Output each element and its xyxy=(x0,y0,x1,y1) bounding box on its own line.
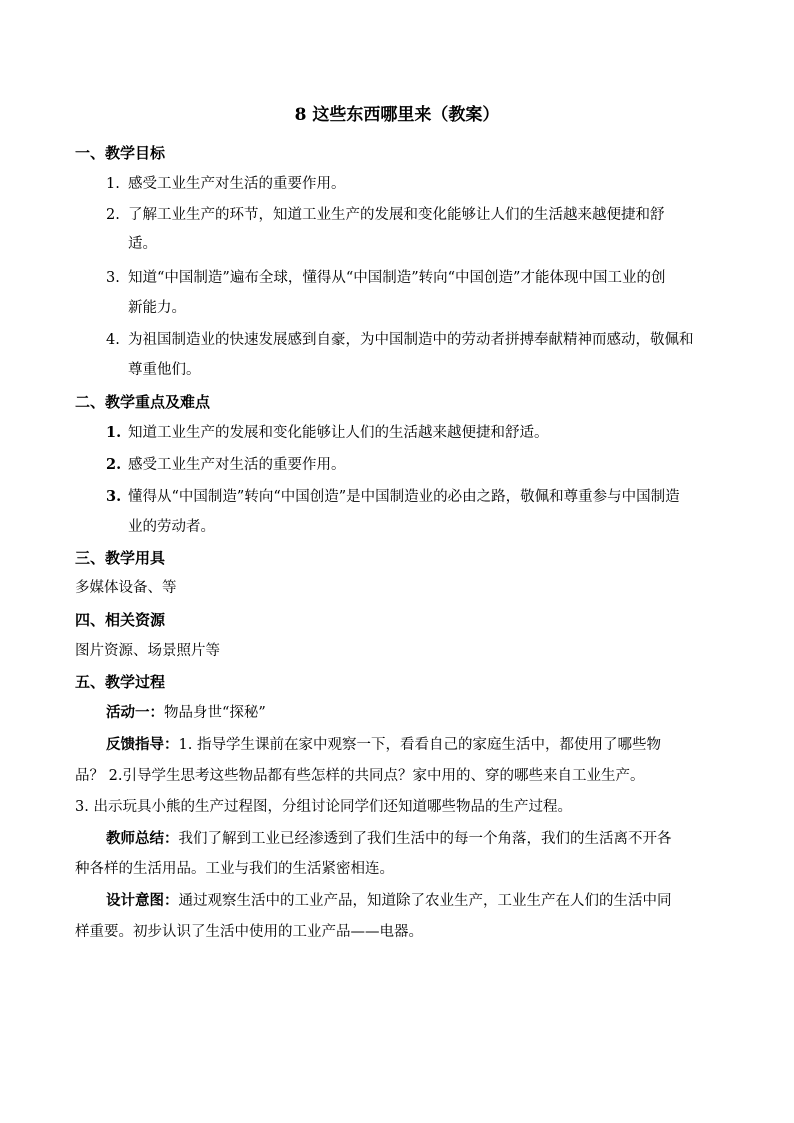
intent-label: 设计意图： xyxy=(106,892,179,909)
item-text: 为祖国制造业的快速发展感到自豪，为中国制造中的劳动者拼搏奉献精神而感动，敬佩和 xyxy=(128,332,694,348)
item-text: 了解工业生产的环节，知道工业生产的发展和变化能够让人们的生活越来越便捷和舒 xyxy=(128,207,665,223)
item-text: 知道工业生产的发展和变化能够让人们的生活越来越便捷和舒适。 xyxy=(128,425,549,441)
item-text: 懂得从“中国制造”转向“中国创造”是中国制造业的必由之路，敬佩和尊重参与中国制造 xyxy=(128,489,680,505)
item-number: 4. xyxy=(106,332,120,348)
item-number: 3. xyxy=(106,270,120,286)
item-text: 感受工业生产对生活的重要作用。 xyxy=(128,457,346,473)
key-point-item-3 xyxy=(106,487,680,507)
item-text-continued: 新能力。 xyxy=(128,300,186,316)
activity-label: 活动一： xyxy=(106,704,164,721)
activity-line xyxy=(106,703,266,723)
objective-item-2 xyxy=(106,205,665,225)
intent-text: 通过观察生活中的工业产品，知道除了农业生产，工业生产在人们的生活中同 xyxy=(178,893,672,909)
intent-line-2: 样重要。初步认识了生活中使用的工业产品——电器。 xyxy=(75,924,423,940)
section-heading-process: 五、教学过程 xyxy=(75,673,166,691)
item-text-continued: 尊重他们。 xyxy=(128,362,201,378)
feedback-text: 1. 指导学生课前在家中观察一下，看看自己的家庭生活中，都使用了哪些物 xyxy=(178,737,661,753)
section-heading-objectives: 一、教学目标 xyxy=(75,144,166,162)
feedback-label: 反馈指导： xyxy=(106,736,179,753)
feedback-line-2: 品？ 2.引导学生思考这些物品都有些怎样的共同点？家中用的、穿的哪些来自工业生产。 xyxy=(75,768,645,784)
section-heading-tools: 三、教学用具 xyxy=(75,549,166,567)
summary-text: 我们了解到工业已经渗透到了我们生活中的每一个角落，我们的生活离不开各 xyxy=(178,831,672,847)
key-point-item-2 xyxy=(106,455,346,475)
item-number: 3. xyxy=(106,488,122,505)
objective-item-1 xyxy=(106,174,346,194)
item-number: 2. xyxy=(106,207,120,223)
key-point-item-1 xyxy=(106,423,549,443)
objective-item-4 xyxy=(106,330,694,350)
section-heading-resources: 四、相关资源 xyxy=(75,611,166,629)
summary-line-2: 种各样的生活用品。工业与我们的生活紧密相连。 xyxy=(75,861,394,877)
item-text: 感受工业生产对生活的重要作用。 xyxy=(128,176,346,192)
summary-line-1 xyxy=(106,829,672,849)
item-number: 2. xyxy=(106,456,122,473)
item-number: 1. xyxy=(106,424,122,441)
item-text-continued: 适。 xyxy=(128,236,157,252)
feedback-line-1 xyxy=(106,735,661,755)
resources-text: 图片资源、场景照片等 xyxy=(75,643,220,659)
summary-label: 教师总结： xyxy=(106,830,179,847)
item-text-continued: 业的劳动者。 xyxy=(128,519,215,535)
feedback-line-3: 3. 出示玩具小熊的生产过程图，分组讨论同学们还知道哪些物品的生产过程。 xyxy=(75,799,572,815)
section-heading-key-points: 二、教学重点及难点 xyxy=(75,393,211,411)
item-number: 1. xyxy=(106,176,120,192)
intent-line-1 xyxy=(106,891,672,911)
activity-text: 物品身世“探秘” xyxy=(164,705,266,721)
item-text: 知道“中国制造”遍布全球，懂得从“中国制造”转向“中国创造”才能体现中国工业的创 xyxy=(128,270,666,286)
objective-item-3 xyxy=(106,268,665,288)
tools-text: 多媒体设备、等 xyxy=(75,580,177,596)
document-title: 8 这些东西哪里来（教案） xyxy=(294,105,500,125)
